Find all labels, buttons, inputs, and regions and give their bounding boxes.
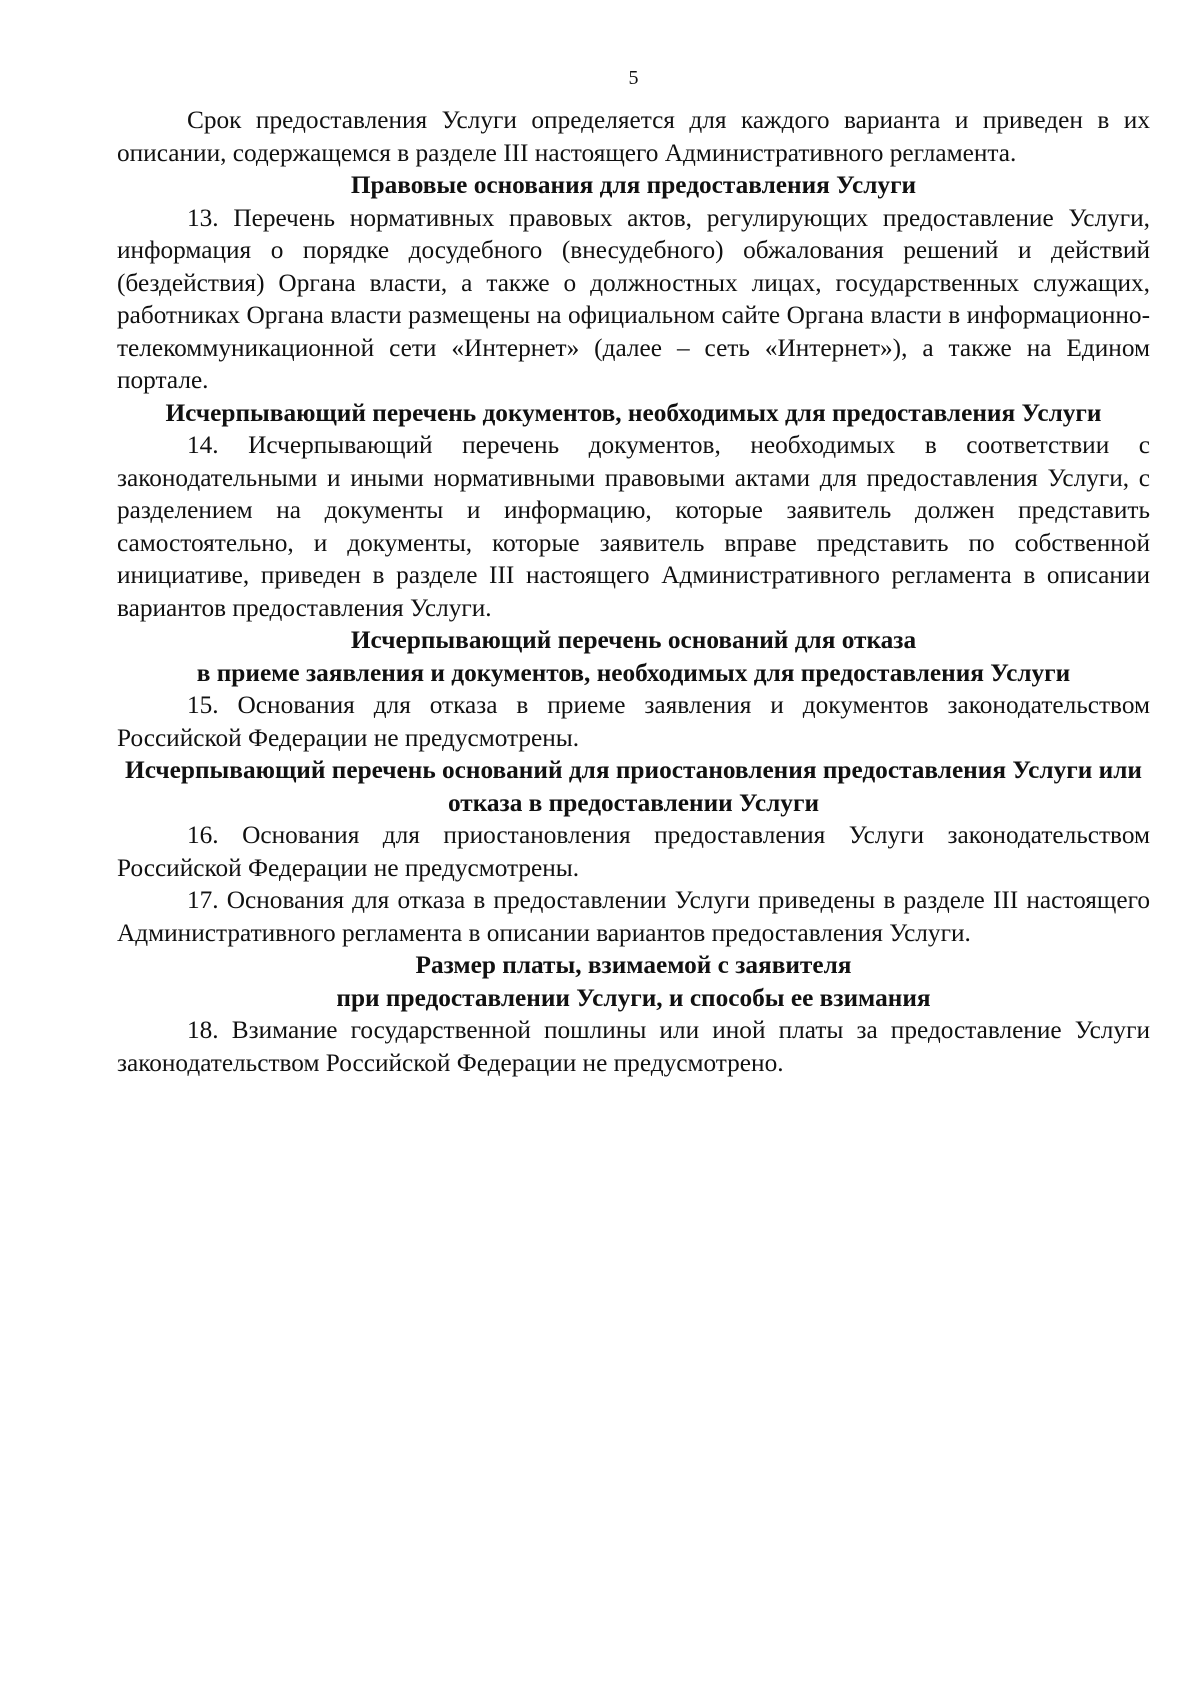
paragraph-14: 14. Исчерпывающий перечень документов, необходимых в соответствии с законодательными и иными нормативными правовыми актами для предоставления Услуги, с разделением на документы и информацию, которые заявитель должен представить самостоятельно, и документы, которые заявитель вправе представить по собственной инициативе, приведен в разделе III настоящего Административного регламента в описании вариантов предоставления Услуги.	[117, 431, 1150, 622]
paragraph-16: 16. Основания для приостановления предоставления Услуги законодательством Российской Федерации не предусмотрены.	[117, 821, 1150, 882]
section-heading-fees	[117, 949, 1150, 1014]
section-heading-documents-list	[117, 397, 1150, 430]
heading-line: Исчерпывающий перечень оснований для приостановления предоставления Услуги или отказа в предоставлении Услуги	[125, 756, 1142, 817]
section-heading-refusal-acceptance	[117, 624, 1150, 689]
paragraph-15: 15. Основания для отказа в приеме заявления и документов законодательством Российской Федерации не предусмотрены.	[117, 691, 1150, 752]
heading-line: Правовые основания для предоставления Услуги	[350, 171, 917, 199]
heading-line: Исчерпывающий перечень документов, необходимых для предоставления Услуги	[165, 398, 1102, 427]
page-number: 5	[628, 67, 639, 89]
section-heading-legal-basis	[117, 169, 1150, 202]
section-heading-suspension-refusal	[117, 754, 1150, 819]
paragraph-18: 18. Взимание государственной пошлины или иной платы за предоставление Услуги законодательством Российской Федерации не предусмотрено.	[117, 1016, 1150, 1077]
heading-line: Исчерпывающий перечень оснований для отказа	[350, 626, 917, 654]
heading-line: в приеме заявления и документов, необходимых для предоставления Услуги	[196, 658, 1071, 687]
heading-line: при предоставлении Услуги, и способы ее взимания	[336, 983, 931, 1012]
paragraph-13: 13. Перечень нормативных правовых актов, регулирующих предоставление Услуги, информация о порядке досудебного (внесудебного) обжалования решений и действий (бездействия) Органа власти, а также о должностных лицах, государственных служащих, работниках Органа власти размещены на официальном сайте Органа власти в информационно-телекоммуникационной сети «Интернет» (далее – сеть «Интернет»), а также на Едином портале.	[117, 203, 1150, 394]
document-page	[117, 66, 1150, 1079]
heading-line: Размер платы, взимаемой с заявителя	[415, 951, 852, 979]
paragraph-17: 17. Основания для отказа в предоставлении Услуги приведены в разделе III настоящего Административного регламента в описании вариантов предоставления Услуги.	[117, 886, 1150, 947]
intro-paragraph: Срок предоставления Услуги определяется для каждого варианта и приведен в их описании, содержащемся в разделе III настоящего Административного регламента.	[117, 106, 1150, 167]
